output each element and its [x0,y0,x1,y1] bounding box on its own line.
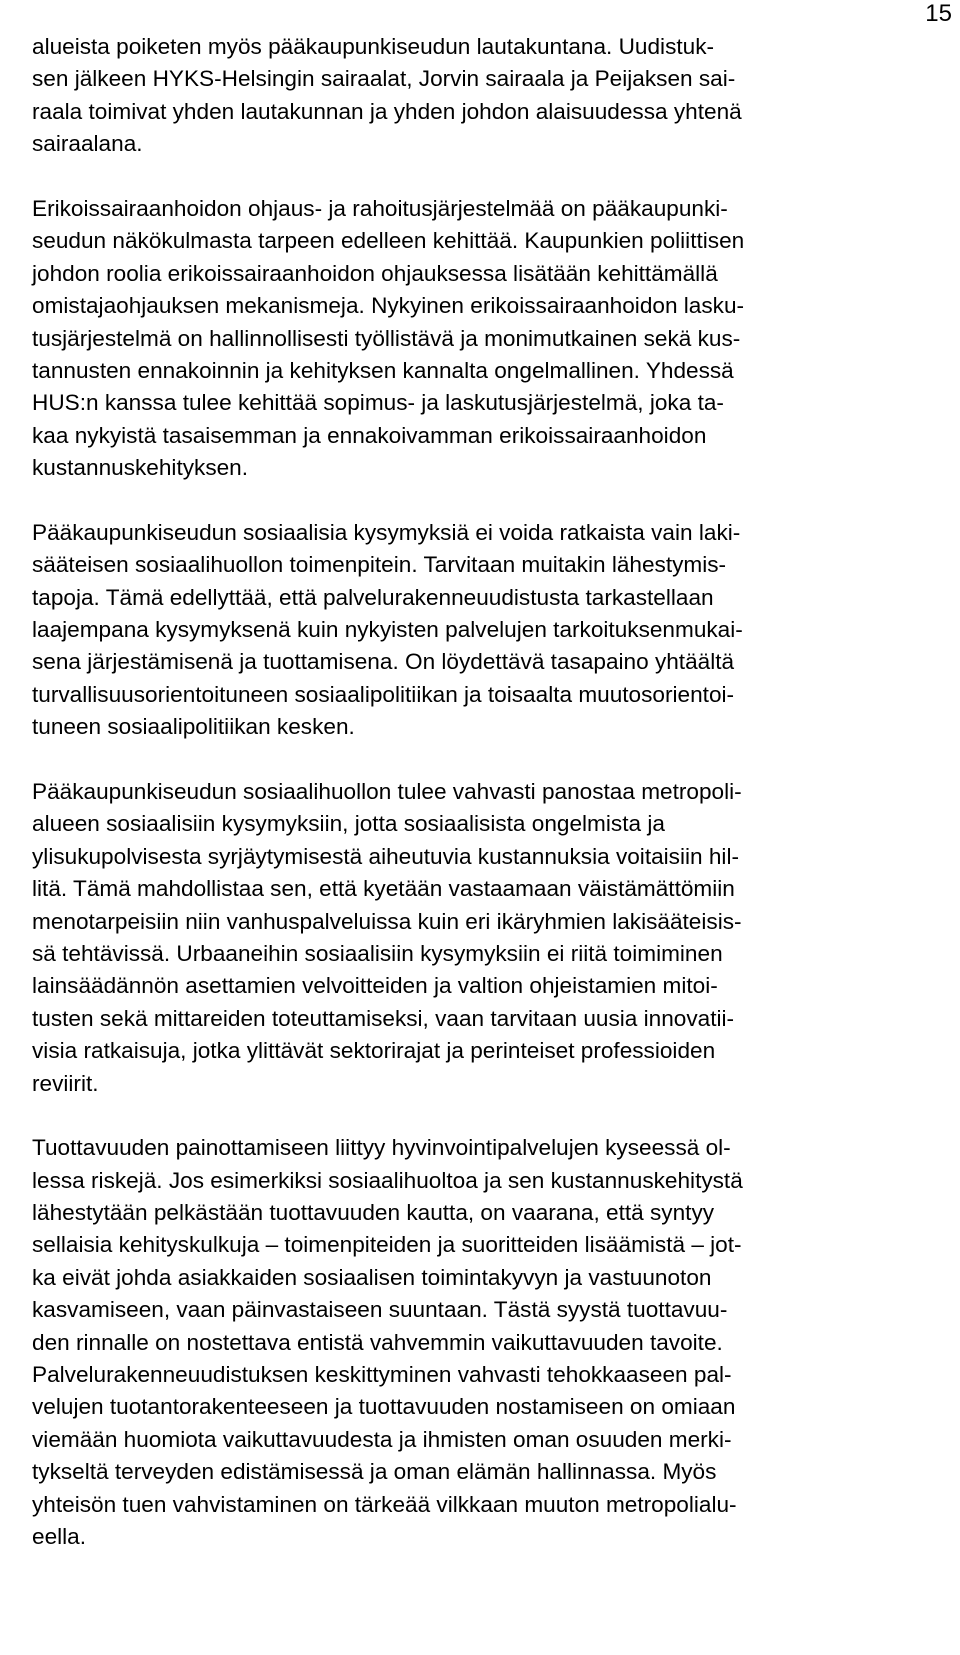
text-line: tuneen sosiaalipolitiikan kesken. [32,714,355,740]
text-line: kasvamiseen, vaan päinvastaiseen suuntaan. Tästä syystä tuottavuu- [32,1297,728,1323]
text-line: lainsäädännön asettamien velvoitteiden ja valtion ohjeistamien mitoi- [32,973,718,999]
text-line: velujen tuotantorakenteeseen ja tuottavuuden nostamiseen on omiaan [32,1394,736,1420]
text-line: sairaalana. [32,131,143,157]
text-line: sellaisia kehityskulkuja – toimenpiteiden ja suoritteiden lisäämistä – jot- [32,1232,742,1258]
paragraph-1 [32,31,932,161]
text-line: alueen sosiaalisiin kysymyksiin, jotta sosiaalisista ongelmista ja [32,811,665,837]
text-line: viemään huomiota vaikuttavuudesta ja ihmisten oman osuuden merki- [32,1426,732,1452]
text-line: tusten sekä mittareiden toteuttamiseksi, vaan tarvitaan uusia innovatii- [32,1005,735,1031]
text-line: eella. [32,1523,87,1549]
text-line: Pääkaupunkiseudun sosiaalihuollon tulee vahvasti panostaa metropoli- [32,778,742,804]
text-line: omistajaohjauksen mekanismeja. Nykyinen erikoissairaanhoidon lasku- [32,293,745,319]
paragraph-4 [32,776,932,1100]
text-line: visia ratkaisuja, jotka ylittävät sektorirajat ja perinteiset professioiden [32,1038,716,1064]
text-line: tapoja. Tämä edellyttää, että palvelurakenneuudistusta tarkastellaan [32,584,714,610]
text-line: kustannuskehityksen. [32,455,249,481]
text-line: Pääkaupunkiseudun sosiaalisia kysymyksiä ei voida ratkaista vain laki- [32,519,741,545]
text-line: alueista poiketen myös pääkaupunkiseudun lautakuntana. Uudistuk- [32,34,715,59]
text-line: lessa riskejä. Jos esimerkiksi sosiaalihuoltoa ja sen kustannuskehitystä [32,1167,743,1193]
text-line: Palvelurakenneuudistuksen keskittyminen vahvasti tehokkaaseen pal- [32,1362,732,1388]
text-line: sena järjestämisenä ja tuottamisena. On löydettävä tasapaino yhtäältä [32,649,735,675]
text-line: ylisukupolvisesta syrjäytymisestä aiheutuvia kustannuksia voitaisiin hil- [32,843,739,869]
text-line: sen jälkeen HYKS-Helsingin sairaalat, Jorvin sairaala ja Peijaksen sai- [32,66,736,92]
text-line: tykseltä terveyden edistämisessä ja oman elämän hallinnassa. Myös [32,1459,717,1485]
text-line: den rinnalle on nostettava entistä vahvemmin vaikuttavuuden tavoite. [32,1329,723,1355]
text-line: raala toimivat yhden lautakunnan ja yhden johdon alaisuudessa yhtenä [32,98,742,124]
text-line: turvallisuusorientoituneen sosiaalipolitiikan ja toisaalta muutosorientoi- [32,681,735,707]
text-line: tannusten ennakoinnin ja kehityksen kannalta ongelmallinen. Yhdessä [32,357,734,383]
text-line: kaa nykyistä tasaisemman ja ennakoivamman erikoissairaanhoidon [32,422,707,448]
text-line: menotarpeisiin niin vanhuspalveluissa kuin eri ikäryhmien lakisääteisis- [32,908,742,934]
paragraph-2 [32,193,932,485]
paragraph-3 [32,517,932,744]
page-number: 15 [925,0,952,27]
text-line: lähestytään pelkästään tuottavuuden kautta, on vaarana, että syntyy [32,1200,715,1226]
text-line: reviirit. [32,1070,99,1096]
text-line: yhteisön tuen vahvistaminen on tärkeää vilkkaan muuton metropolialu- [32,1491,737,1517]
text-line: johdon roolia erikoissairaanhoidon ohjauksessa lisätään kehittämällä [32,260,718,286]
text-line: ka eivät johda asiakkaiden sosiaalisen toimintakyvyn ja vastuunoton [32,1264,712,1290]
text-line: HUS:n kanssa tulee kehittää sopimus- ja laskutusjärjestelmä, joka ta- [32,390,724,416]
paragraph-5 [32,1132,932,1553]
text-line: Tuottavuuden painottamiseen liittyy hyvinvointipalvelujen kyseessä ol- [32,1135,731,1161]
text-line: litä. Tämä mahdollistaa sen, että kyetään vastaamaan väistämättömiin [32,876,735,902]
text-line: sääteisen sosiaalihuollon toimenpitein. Tarvitaan muitakin lähestymis- [32,552,727,578]
page-body [32,31,932,1553]
text-line: seudun näkökulmasta tarpeen edelleen kehittää. Kaupunkien poliittisen [32,228,745,254]
text-line: Erikoissairaanhoidon ohjaus- ja rahoitusjärjestelmää on pääkaupunki- [32,195,728,221]
text-line: sä tehtävissä. Urbaaneihin sosiaalisiin kysymyksiin ei riitä toimiminen [32,940,723,966]
text-line: laajempana kysymyksenä kuin nykyisten palvelujen tarkoituksenmukai- [32,617,743,643]
text-line: tusjärjestelmä on hallinnollisesti työllistävä ja monimutkainen sekä kus- [32,325,741,351]
